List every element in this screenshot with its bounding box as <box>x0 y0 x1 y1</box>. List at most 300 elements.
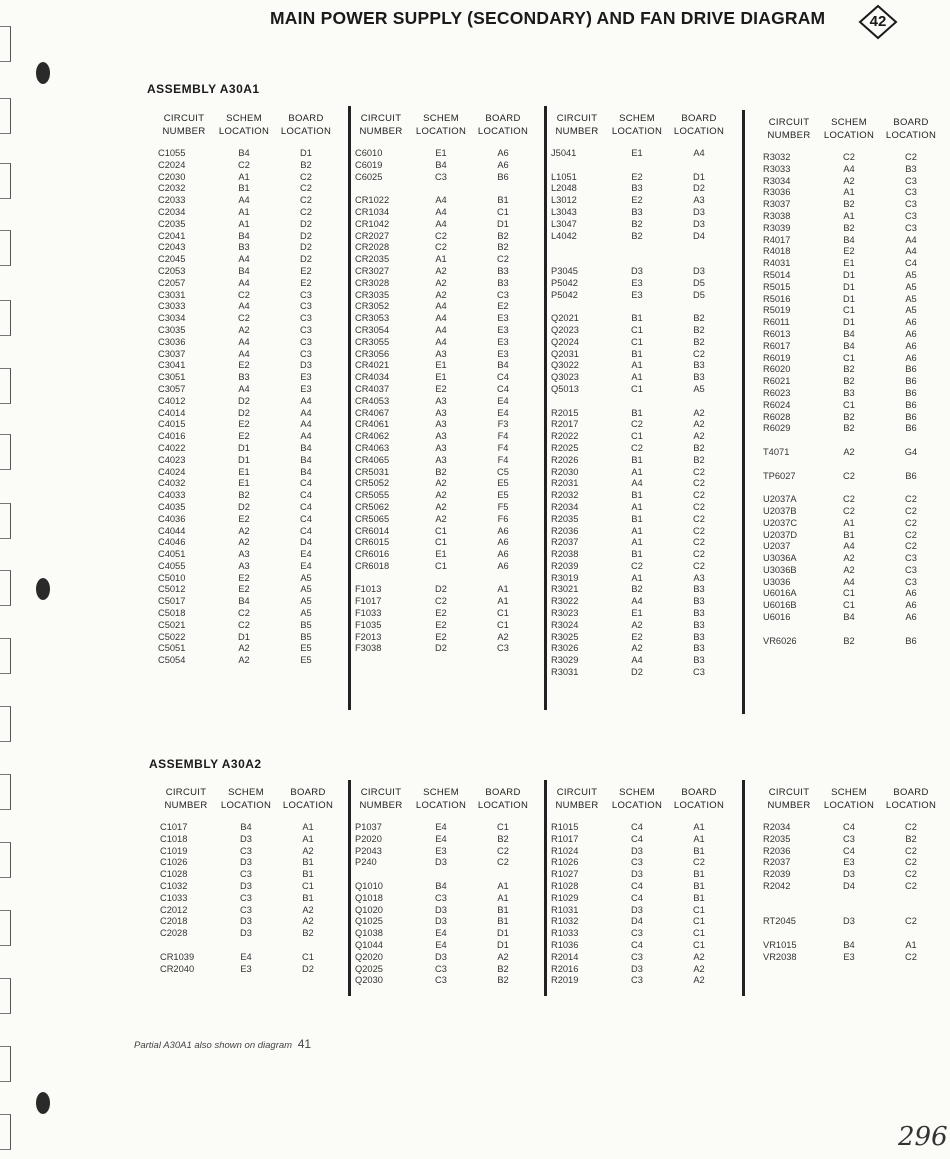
circuit-number: R6020 <box>763 364 791 375</box>
table-row <box>352 242 534 254</box>
circuit-number: C3031 <box>158 289 186 300</box>
schem-location: C2 <box>238 289 250 300</box>
schem-location: B4 <box>435 159 447 170</box>
schem-location: B3 <box>238 242 250 253</box>
schem-location: E2 <box>631 195 643 206</box>
table-row <box>155 325 337 337</box>
circuit-number: R5019 <box>763 305 791 316</box>
circuit-number: R2016 <box>551 963 579 974</box>
table-row <box>157 952 339 964</box>
schem-location: A4 <box>238 336 250 347</box>
circuit-number: C5012 <box>158 584 186 595</box>
circuit-number: P5042 <box>551 277 578 288</box>
board-location: A4 <box>300 431 312 442</box>
table-row <box>352 278 534 290</box>
board-location: A4 <box>300 407 312 418</box>
circuit-number: Q3022 <box>551 360 579 371</box>
table-row <box>760 412 942 424</box>
circuit-number: P1037 <box>355 822 382 832</box>
circuit-number: P3045 <box>551 265 578 276</box>
binder-tab <box>0 26 11 62</box>
schem-location: A1 <box>631 360 643 371</box>
parts-list <box>548 822 730 987</box>
schem-location: B4 <box>843 234 855 245</box>
circuit-number: R3019 <box>551 572 579 583</box>
schem-location: B1 <box>631 407 643 418</box>
table-row <box>352 266 534 278</box>
circuit-number: R2025 <box>551 442 579 453</box>
circuit-number-header: CIRCUIT NUMBER <box>767 787 811 811</box>
board-location: A2 <box>693 431 705 442</box>
board-location: B6 <box>905 364 917 375</box>
board-location: C2 <box>905 505 917 516</box>
schem-location-header: SCHEM LOCATION <box>218 113 270 137</box>
board-location: A6 <box>497 148 509 158</box>
circuit-number: VR1015 <box>763 939 797 950</box>
schem-location: B1 <box>631 348 643 359</box>
schem-location: D2 <box>435 643 447 654</box>
column-divider <box>348 106 351 710</box>
binder-tab <box>0 1114 11 1150</box>
schem-location: B2 <box>843 423 855 434</box>
schem-location: D4 <box>631 916 643 927</box>
table-row <box>548 964 730 976</box>
schem-location: B1 <box>631 313 643 324</box>
board-location: A6 <box>497 159 509 170</box>
schem-location: C1 <box>843 399 855 410</box>
table-row <box>760 164 942 176</box>
board-location: C3 <box>905 553 917 564</box>
table-row <box>548 905 730 917</box>
circuit-number: Q1010 <box>355 880 383 891</box>
board-location-header: BOARD LOCATION <box>282 787 334 811</box>
board-location: B4 <box>497 360 509 371</box>
board-location: B4 <box>300 466 312 477</box>
column-header <box>760 116 942 142</box>
table-row <box>157 928 339 940</box>
schem-location: D3 <box>631 869 643 880</box>
table-row <box>155 584 337 596</box>
table-row <box>155 172 337 184</box>
board-location: C3 <box>905 222 917 233</box>
page-number: 296 <box>898 1122 948 1152</box>
board-location: B1 <box>693 892 705 903</box>
board-location: D3 <box>300 360 312 371</box>
table-row <box>548 620 730 632</box>
row-spacer <box>352 573 534 585</box>
circuit-number: R5015 <box>763 281 791 292</box>
schem-location: A1 <box>631 466 643 477</box>
board-location-header: BOARD LOCATION <box>885 117 937 141</box>
circuit-number: CR4021 <box>355 360 390 371</box>
circuit-number: CR4067 <box>355 407 390 418</box>
board-location: A5 <box>693 383 705 394</box>
schem-location: A2 <box>238 655 250 666</box>
table-row <box>155 231 337 243</box>
schem-location: E1 <box>238 466 250 477</box>
circuit-number-header: CIRCUIT NUMBER <box>767 117 811 141</box>
board-location: E5 <box>300 643 312 654</box>
circuit-number: R3038 <box>763 210 791 221</box>
board-location: E3 <box>497 348 509 359</box>
table-row <box>155 502 337 514</box>
circuit-number: CR4053 <box>355 395 390 406</box>
circuit-number: U3036 <box>763 576 791 587</box>
circuit-number: CR5065 <box>355 513 390 524</box>
board-location: C3 <box>905 564 917 575</box>
table-row <box>352 975 534 987</box>
schem-location: C3 <box>240 869 252 880</box>
circuit-number-header: CIRCUIT NUMBER <box>555 787 599 811</box>
table-row <box>352 431 534 443</box>
schem-location: D2 <box>238 407 250 418</box>
schem-location: C3 <box>631 975 643 986</box>
table-row <box>548 822 730 834</box>
table-row <box>155 596 337 608</box>
circuit-number: CR2040 <box>160 963 195 974</box>
board-location: C3 <box>905 199 917 210</box>
schem-location: C2 <box>238 313 250 324</box>
board-location: B1 <box>497 904 509 915</box>
parts-list <box>352 148 534 655</box>
binder-tab <box>0 774 11 810</box>
circuit-number: R5014 <box>763 269 791 280</box>
circuit-number: Q2025 <box>355 963 383 974</box>
schem-location: E2 <box>435 631 447 642</box>
schem-location: D3 <box>435 916 447 927</box>
table-row <box>548 608 730 620</box>
table-row <box>352 608 534 620</box>
table-row <box>760 199 942 211</box>
board-location: D3 <box>693 206 705 217</box>
schem-location: C2 <box>435 596 447 607</box>
table-row <box>548 643 730 655</box>
circuit-number: R6028 <box>763 411 791 422</box>
circuit-number: CR4061 <box>355 419 390 430</box>
table-row <box>548 278 730 290</box>
schem-location: C4 <box>631 833 643 844</box>
table-row <box>155 183 337 195</box>
table-row <box>155 301 337 313</box>
binder-tab <box>0 503 11 539</box>
table-row <box>352 490 534 502</box>
column-header <box>352 112 534 138</box>
schem-location: E2 <box>435 608 447 619</box>
table-row <box>548 313 730 325</box>
table-row <box>760 577 942 589</box>
circuit-number: TP6027 <box>763 470 796 481</box>
circuit-number: R3021 <box>551 584 579 595</box>
circuit-number: U6016 <box>763 612 791 623</box>
board-location: E3 <box>300 372 312 383</box>
board-location: E2 <box>497 301 509 312</box>
footnote <box>134 1037 311 1051</box>
parts-list <box>157 822 339 975</box>
board-location: B2 <box>300 159 312 170</box>
schem-location: A1 <box>843 187 855 198</box>
schem-location: B2 <box>843 635 855 646</box>
table-row <box>155 313 337 325</box>
board-location: A6 <box>497 560 509 571</box>
table-row <box>352 549 534 561</box>
schem-location: E1 <box>631 608 643 619</box>
schem-location: C1 <box>843 600 855 611</box>
circuit-number: R1036 <box>551 939 579 950</box>
circuit-number: C3034 <box>158 313 186 324</box>
table-row <box>760 952 942 964</box>
table-row <box>760 506 942 518</box>
schem-location: B4 <box>435 880 447 891</box>
board-location: C2 <box>693 857 705 868</box>
schem-location: A2 <box>843 564 855 575</box>
circuit-number: C3033 <box>158 301 186 312</box>
row-spacer <box>760 893 942 905</box>
board-location: B3 <box>693 584 705 595</box>
circuit-number-header: CIRCUIT NUMBER <box>555 113 599 137</box>
schem-location: B4 <box>238 265 250 276</box>
board-location: B5 <box>300 619 312 630</box>
table-row <box>760 223 942 235</box>
table-row <box>548 502 730 514</box>
circuit-number: C3041 <box>158 360 186 371</box>
table-row <box>155 219 337 231</box>
table-row <box>352 360 534 372</box>
table-row <box>155 526 337 538</box>
punch-hole <box>36 62 50 84</box>
schem-location: A3 <box>435 419 447 430</box>
board-location: A1 <box>497 892 509 903</box>
table-row <box>548 869 730 881</box>
schem-location: C1 <box>843 305 855 316</box>
board-location: A5 <box>905 293 917 304</box>
table-row <box>548 467 730 479</box>
column-divider <box>348 780 351 996</box>
circuit-number: CR3028 <box>355 277 390 288</box>
schem-location: A4 <box>843 163 855 174</box>
circuit-number: C2045 <box>158 254 186 265</box>
table-row <box>155 643 337 655</box>
board-location: C4 <box>300 525 312 536</box>
schem-location: C2 <box>238 619 250 630</box>
circuit-number: R1032 <box>551 916 579 927</box>
board-location: C2 <box>693 348 705 359</box>
schem-location: D3 <box>240 857 252 868</box>
board-location: C2 <box>497 254 509 265</box>
board-location: F6 <box>497 513 509 524</box>
table-row <box>155 349 337 361</box>
board-location: F4 <box>497 454 509 465</box>
schem-location: A2 <box>843 553 855 564</box>
board-location: A6 <box>905 328 917 339</box>
a30a2-column-4 <box>760 786 942 964</box>
table-row <box>548 384 730 396</box>
board-location: D1 <box>300 148 312 158</box>
board-location: D2 <box>693 183 705 194</box>
circuit-number: C4046 <box>158 537 186 548</box>
table-row <box>760 246 942 258</box>
circuit-number: CR3054 <box>355 324 390 335</box>
table-row <box>760 494 942 506</box>
board-location: C3 <box>905 210 917 221</box>
table-row <box>548 443 730 455</box>
board-location: B2 <box>693 324 705 335</box>
table-row <box>352 620 534 632</box>
schem-location: D2 <box>238 395 250 406</box>
schem-location: A4 <box>238 195 250 206</box>
table-row <box>760 471 942 483</box>
table-row <box>157 905 339 917</box>
table-row <box>352 834 534 846</box>
column-header <box>760 786 942 812</box>
table-row <box>352 372 534 384</box>
row-spacer <box>352 869 534 881</box>
schem-location: B1 <box>238 183 250 194</box>
circuit-number-header: CIRCUIT NUMBER <box>164 787 208 811</box>
circuit-number: CR5031 <box>355 466 390 477</box>
circuit-number: R2031 <box>551 478 579 489</box>
a30a2-column-3 <box>548 786 730 987</box>
board-location: E4 <box>497 407 509 418</box>
row-spacer <box>548 301 730 313</box>
board-location-header: BOARD LOCATION <box>673 113 725 137</box>
schem-location: A4 <box>435 336 447 347</box>
schem-location: B2 <box>843 376 855 387</box>
schem-location: C1 <box>631 324 643 335</box>
board-location: E4 <box>300 549 312 560</box>
board-location: C2 <box>693 466 705 477</box>
table-row <box>548 455 730 467</box>
table-row <box>155 242 337 254</box>
board-location: C3 <box>905 175 917 186</box>
table-row <box>548 940 730 952</box>
board-location: B1 <box>497 916 509 927</box>
table-row <box>352 643 534 655</box>
table-row <box>760 447 942 459</box>
column-header <box>157 786 339 812</box>
board-location: D2 <box>302 963 314 974</box>
board-location: C4 <box>300 501 312 512</box>
table-row <box>352 893 534 905</box>
board-location: E5 <box>497 478 509 489</box>
board-location: A2 <box>497 951 509 962</box>
circuit-number: R2035 <box>763 833 791 844</box>
table-row <box>352 160 534 172</box>
table-row <box>352 231 534 243</box>
circuit-number: C4023 <box>158 454 186 465</box>
diagram-number: 42 <box>869 13 887 30</box>
circuit-number: R2035 <box>551 513 579 524</box>
board-location: A5 <box>300 584 312 595</box>
schem-location: A1 <box>843 517 855 528</box>
table-row <box>548 408 730 420</box>
circuit-number: R4018 <box>763 246 791 257</box>
column-divider <box>742 780 745 996</box>
binder-tab <box>0 910 11 946</box>
schem-location: E2 <box>843 246 855 257</box>
schem-location: E4 <box>435 939 447 950</box>
schem-location: D3 <box>240 880 252 891</box>
board-location: C2 <box>905 869 917 880</box>
row-spacer <box>760 435 942 447</box>
schem-location: A2 <box>631 643 643 654</box>
parts-list <box>760 152 942 647</box>
schem-location: C3 <box>435 171 447 182</box>
schem-location: C2 <box>435 230 447 241</box>
schem-location-header: SCHEM LOCATION <box>415 787 467 811</box>
schem-location: D1 <box>843 269 855 280</box>
board-location: C2 <box>300 195 312 206</box>
punch-hole <box>36 1092 50 1114</box>
board-location: A2 <box>693 407 705 418</box>
footnote-text: Partial A30A1 also shown on diagram <box>134 1040 293 1051</box>
table-row <box>548 584 730 596</box>
table-row <box>155 549 337 561</box>
circuit-number: R3034 <box>763 175 791 186</box>
table-row <box>548 372 730 384</box>
schem-location: A2 <box>843 175 855 186</box>
schem-location: E2 <box>238 360 250 371</box>
column-header <box>548 112 730 138</box>
board-location: D4 <box>693 230 705 241</box>
board-location: A1 <box>497 880 509 891</box>
table-row <box>352 537 534 549</box>
table-row <box>352 561 534 573</box>
row-spacer <box>760 624 942 636</box>
schem-location: A1 <box>631 525 643 536</box>
circuit-number: R2017 <box>551 419 579 430</box>
board-location: A3 <box>693 572 705 583</box>
circuit-number: R1031 <box>551 904 579 915</box>
schem-location: A4 <box>238 254 250 265</box>
circuit-number: R6029 <box>763 423 791 434</box>
table-row <box>155 655 337 667</box>
schem-location: E4 <box>240 951 252 962</box>
board-location: C3 <box>497 643 509 654</box>
schem-location: E4 <box>435 833 447 844</box>
board-location: C2 <box>300 206 312 217</box>
schem-location: E1 <box>435 148 447 158</box>
schem-location: D3 <box>240 833 252 844</box>
table-row <box>548 219 730 231</box>
table-row <box>760 294 942 306</box>
table-row <box>352 952 534 964</box>
board-location: B2 <box>302 928 314 939</box>
table-row <box>352 254 534 266</box>
schem-location: A3 <box>238 549 250 560</box>
board-location: B6 <box>905 635 917 646</box>
board-location: A2 <box>693 975 705 986</box>
table-row <box>155 207 337 219</box>
table-row <box>760 353 942 365</box>
table-row <box>760 388 942 400</box>
schem-location: B4 <box>843 612 855 623</box>
board-location: A5 <box>905 281 917 292</box>
board-location: B6 <box>905 470 917 481</box>
board-location: B5 <box>300 631 312 642</box>
circuit-number: C2024 <box>158 159 186 170</box>
circuit-number: J5041 <box>551 148 577 158</box>
circuit-number-header: CIRCUIT NUMBER <box>162 113 206 137</box>
circuit-number: R5016 <box>763 293 791 304</box>
table-row <box>157 869 339 881</box>
board-location: G4 <box>904 446 918 457</box>
circuit-number: L1051 <box>551 171 577 182</box>
schem-location: E2 <box>631 631 643 642</box>
table-row <box>760 636 942 648</box>
circuit-number: U2037A <box>763 494 797 505</box>
table-row <box>155 431 337 443</box>
circuit-number: C4014 <box>158 407 186 418</box>
